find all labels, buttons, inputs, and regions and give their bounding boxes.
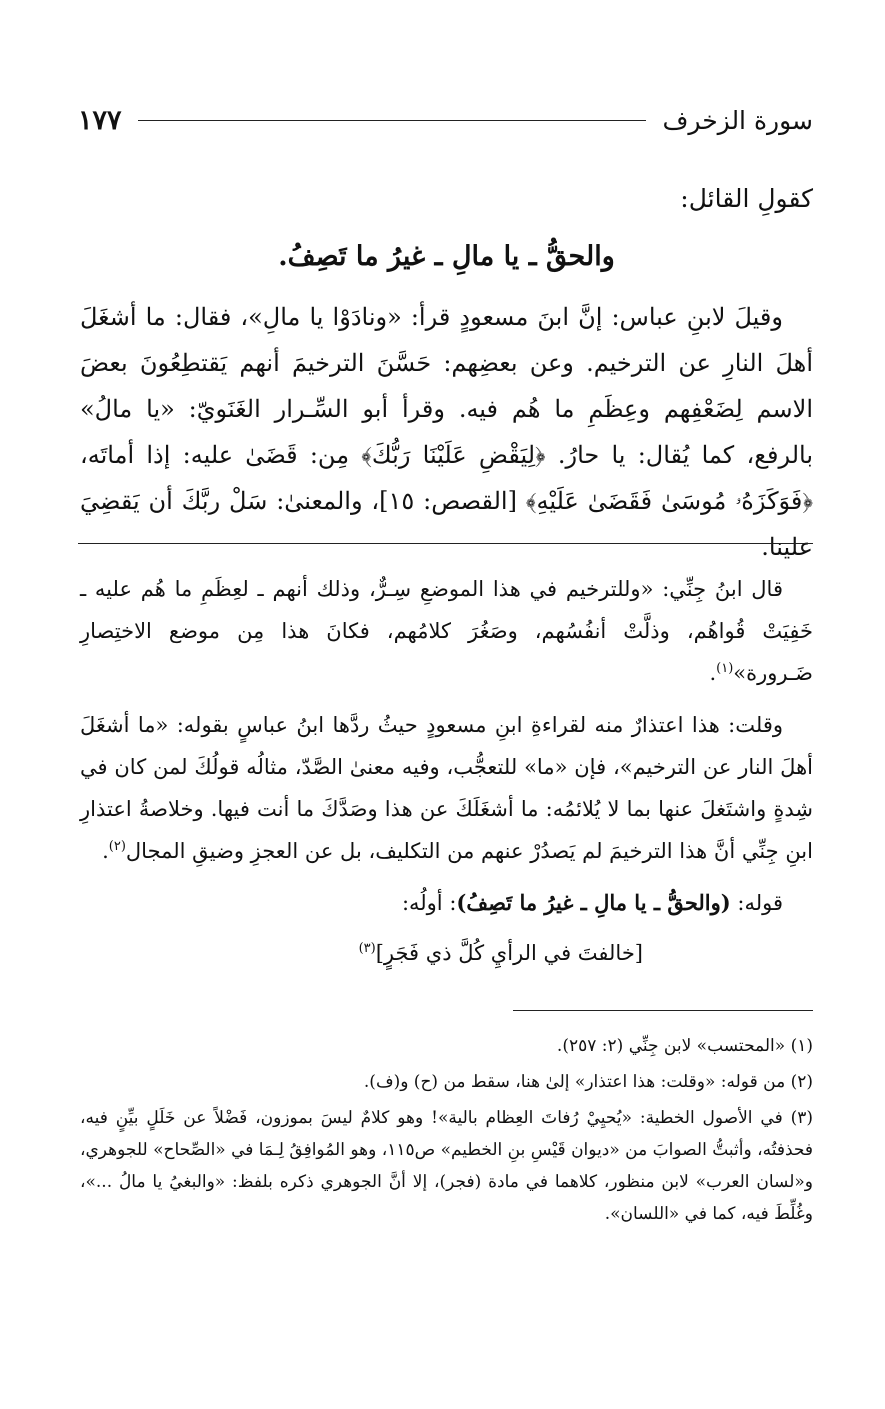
line3-quote: (والحقُّ ـ يا مالِ ـ غيرُ ما تَصِفُ) (456, 890, 731, 915)
line3-suffix: : أولُه: (401, 891, 457, 915)
page-header (78, 98, 813, 142)
commentary-line-3 (80, 882, 813, 924)
footnote-2: (٢) من قوله: «وقلت: هذا اعتذار» إلىٰ هنا، سقط من (ح) و(ف). (363, 1072, 813, 1092)
commentary-paragraph-1-text: قال ابنُ جِنِّي: «وللترخيم في هذا الموضعِ سِـرٌّ، وذلك أنهم ـ لعِظَمِ ما هُم عليه ـ خَفِيَتْ قُواهُم، وذلَّتْ أنفُسُهم، وصَغُرَ كلامُهم، فكانَ هذا مِن موضع الاختِصارِ ضَـرورة» (80, 577, 813, 685)
section-rule (78, 543, 813, 544)
commentary-verse (80, 932, 813, 974)
page-number: ١٧٧ (78, 104, 122, 136)
footnote-3: (٣) في الأصول الخطية: «يُحيِيْ رُفاتَ العِظام بالية»! وهو كلامٌ ليسَ بموزون، فَضْلاً عن خَلَلٍ بيِّنٍ فيه، فحذفتُه، وأثبتُّ الصوابَ من «ديوان قَيْسِ بنِ الخطيم» ص١١٥، وهو المُوافِقُ لِـمَا في «الصِّحاح» للجوهري، و«لسان العرب» لابن منظور، كلاهما في مادة (فجر)، إلا أنَّ الجوهري ذكره بلفظ: «والبغيُ يا مالُ ...»، وغُلِّطَ فيه، كما في «اللسان». (80, 1108, 813, 1224)
intro-line: كقولِ القائل: (680, 184, 813, 213)
line3-prefix: قوله: (730, 891, 783, 915)
footnote-ref-1: (١) (716, 661, 734, 676)
footnotes (80, 1030, 813, 1234)
commentary-paragraph-2: وقلت: هذا اعتذارٌ منه لقراءةِ ابنِ مسعودٍ حيثُ ردَّها ابنُ عباسٍ بقوله: «ما أشغَلَ أهلَ النار عن الترخيم»، فإن «ما» للتعجُّب، وفيه معنىٰ الصَّدّ، مثالُه قولُكَ لمن كان في شِدةٍ واشتَغلَ عنها بما لا يُلائمُه: ما أشغَلَكَ عن هذا وصَدَّكَ ما أنت فيها. وخلاصةُ اعتذارِ ابنِ جِنِّي أنَّ هذا الترخيمَ لم يَصدُرْ عنهم من التكليف، بل عن العجزِ وضيقِ المجال$^{(٢)}$. (80, 713, 813, 863)
main-paragraph: وقيلَ لابنِ عباس: إنَّ ابنَ مسعودٍ قرأ: «ونادَوْا يا مالِ»، فقال: ما أشغَلَ أهلَ النارِ عن الترخيم. وعن بعضِهم: حَسَّنَ الترخيمَ أنهم يَقتطِعُونَ بعضَ الاسم لِضَعْفِهم وعِظَمِ ما هُم فيه. وقرأ أبو السِّـرار الغَنَويّ: «يا مالُ» بالرفع، كما يُقال: يا حارُ. ﴿لِيَقْضِ عَلَيْنَا رَبُّكَ﴾ مِن: قَضَىٰ عليه: إذا أماتَه، ﴿فَوَكَزَهُۥ مُوسَىٰ فَقَضَىٰ عَلَيْهِ﴾ [القصص: ١٥]، والمعنىٰ: سَلْ ربَّكَ أن يَقضِيَ علينا. (80, 303, 813, 561)
verse-line: والحقُّ ـ يا مالِ ـ غيرُ ما تَصِفُ. (278, 241, 615, 272)
main-text (80, 178, 813, 570)
commentary-paragraph-2-text: وقلت: هذا اعتذارٌ منه لقراءةِ ابنِ مسعودٍ حيثُ ردَّها ابنُ عباسٍ بقوله: «ما أشغَلَ أهلَ النار عن الترخيم»، فإن «ما» للتعجُّب، وفيه معنىٰ الصَّدّ، مثالُه قولُكَ لمن كان في شِدةٍ واشتَغلَ عنها بما لا يُلائمُه: ما أشغَلَكَ عن هذا وصَدَّكَ ما أنت فيها. وخلاصةُ اعتذارِ ابنِ جِنِّي أنَّ هذا الترخيمَ لم يَصدُرْ عنهم من التكليف، بل عن العجزِ وضيقِ المجال (80, 713, 813, 863)
commentary-paragraph-1: قال ابنُ جِنِّي: «وللترخيم في هذا الموضعِ سِـرٌّ، وذلك أنهم ـ لعِظَمِ ما هُم عليه ـ خَفِيَتْ قُواهُم، وذلَّتْ أنفُسُهم، وصَغُرَ كلامُهم، فكانَ هذا مِن موضع الاختِصارِ ضَـرورة»$^{(١)}$. (80, 577, 813, 685)
commentary-block (80, 568, 813, 974)
commentary-verse-text: [خالفتَ في الرأيِ كُلَّ ذي فَجَرٍ] (375, 941, 643, 965)
footnote-separator (513, 1010, 813, 1011)
footnote-ref-3: (٣) (358, 941, 376, 956)
running-title: سورة الزخرف (662, 105, 813, 135)
header-rule (138, 120, 647, 121)
footnote-1: (١) «المحتسب» لابن جِنِّي (٢: ٢٥٧). (556, 1036, 813, 1056)
footnote-ref-2: (٢) (108, 839, 126, 854)
